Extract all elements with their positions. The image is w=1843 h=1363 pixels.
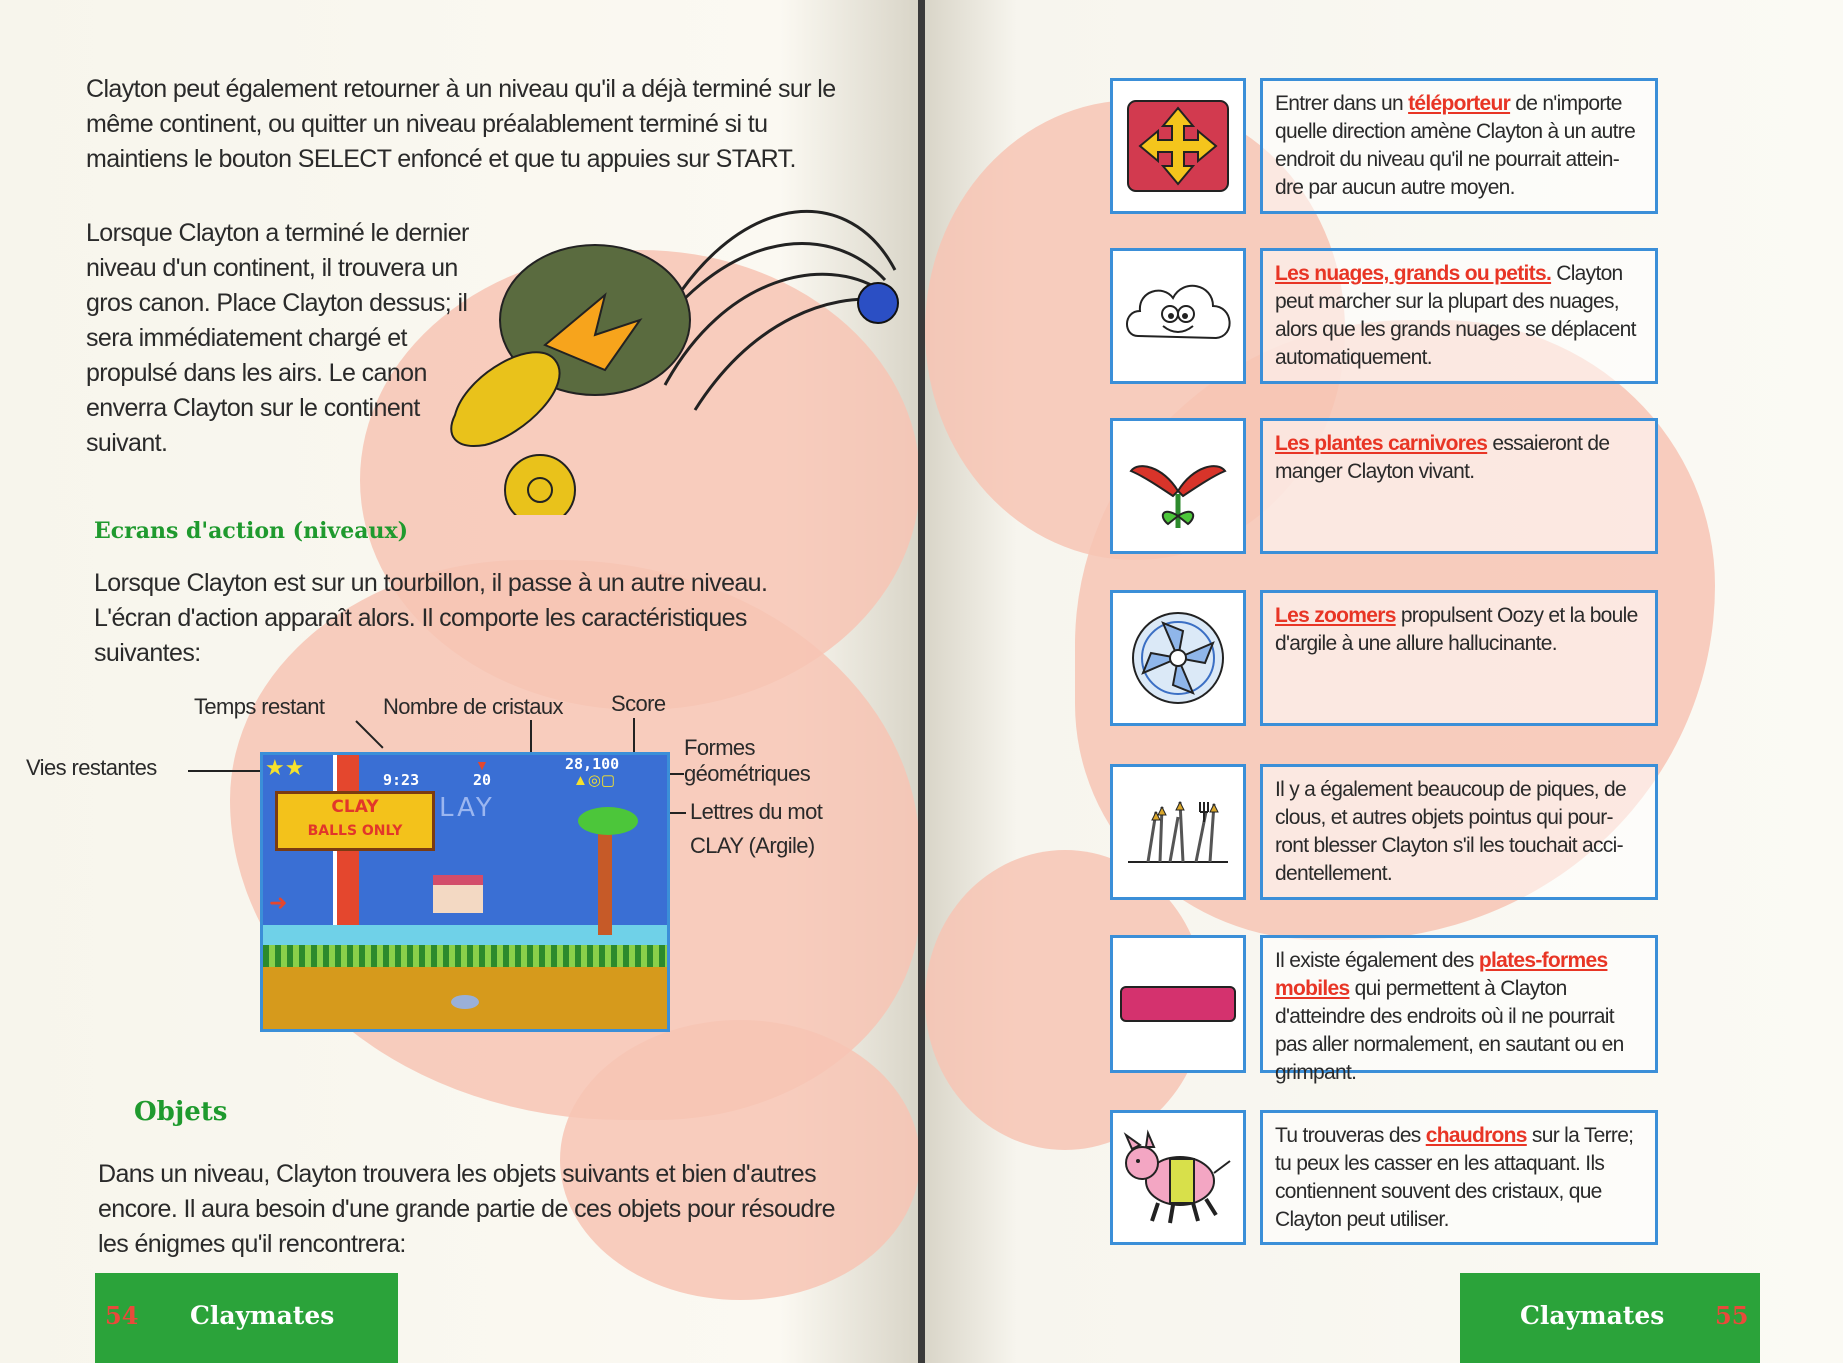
spikes-icon (1118, 782, 1238, 882)
game-screenshot (260, 752, 670, 1032)
screen-crystals: 20 (473, 771, 492, 789)
carnivorous-plant-icon (1123, 436, 1233, 536)
spikes-icon-box (1110, 764, 1246, 900)
leader-line (668, 773, 684, 775)
footer-right (1460, 1273, 1760, 1363)
spikes-description (1260, 764, 1658, 900)
screen-sign (275, 791, 435, 851)
left-page (0, 0, 918, 1363)
screen-shapes: ▲◎▢ (573, 772, 616, 789)
paragraph-cannon: Lorsque Clayton a terminé le dernier niveau d'un continent, il trouvera un gros canon. Place Clayton dessus; il sera immédiatement chargé et propulsé dans les airs. Le canon enverra Clayton sur le continent suivant. (86, 219, 469, 457)
teleporter-icon-box (1110, 78, 1246, 214)
plant-icon-box (1110, 418, 1246, 554)
item-keyword: chaudrons (1425, 1124, 1527, 1147)
item-text-post: de n'importe quelle direction amène Clayton à un autre endroit du niveau qu'il ne pourrait attein-dre par aucun autre moyen. (1275, 92, 1636, 199)
screen-time: 9:23 (383, 771, 420, 789)
platform-description (1260, 935, 1658, 1084)
footer-title: Claymates (1520, 1301, 1665, 1330)
item-text-pre: Il existe également des (1275, 949, 1479, 972)
teleporter-description (1260, 78, 1658, 214)
screen-sign-line2: BALLS ONLY (307, 823, 403, 839)
cauldron-icon-box (1110, 1110, 1246, 1245)
leader-line (668, 812, 686, 814)
footer-left (95, 1273, 398, 1363)
paragraph-action-screen: Lorsque Clayton est sur un tourbillon, il passe à un autre niveau. L'écran d'action apparaît alors. Il comporte les caractéristiques suivantes: (94, 569, 768, 667)
right-page (925, 0, 1843, 1363)
label-lives-remaining: Vies restantes (26, 755, 157, 780)
page-number: 55 (1715, 1301, 1749, 1330)
leader-line (530, 720, 532, 754)
item-text-post: qui permettent à Clayton d'atteindre des endroits où il ne pourrait pas aller normalement, en sautant ou en grimpant. (1275, 977, 1624, 1084)
cloud-description (1260, 248, 1658, 384)
item-text-post: essaieront de manger Clayton vivant. (1275, 432, 1610, 483)
item-row-teleporter (1110, 78, 1660, 214)
label-letters-line2: CLAY (Argile) (690, 833, 815, 858)
item-text-post: propulsent Oozy et la boule d'argile à une allure hallucinante. (1275, 604, 1638, 655)
cloud-icon-box (1110, 248, 1246, 384)
label-shapes-line1: Formes (684, 735, 755, 760)
zoomer-icon (1123, 603, 1233, 713)
label-score: Score (611, 691, 666, 716)
screen-house (433, 875, 483, 913)
cannon-illustration (425, 185, 915, 515)
item-text-pre: Il y a également beaucoup de piques, de clous, et autres objets pointus qui pour-ront blesser Clayton s'il les touchait acci-dentellement. (1275, 778, 1626, 885)
item-text-pre: Tu trouveras des (1275, 1124, 1426, 1147)
label-letters-line1: Lettres du mot (690, 799, 823, 824)
zoomer-icon-box (1110, 590, 1246, 726)
screen-arrow-sign: ➜ (269, 890, 288, 915)
heading-action-screens: Ecrans d'action (niveaux) (94, 518, 408, 544)
moving-platform-icon (1120, 986, 1236, 1022)
item-text-post: sur la Terre; tu peux les casser en les attaquant. Ils contiennent souvent des cristaux, que Clayton peut utiliser. (1275, 1124, 1634, 1231)
item-row-platform (1110, 935, 1660, 1084)
zoomer-description (1260, 590, 1658, 726)
item-keyword: plates-formes mobiles (1275, 949, 1608, 1000)
item-row-cloud (1110, 248, 1660, 384)
cauldron-description (1260, 1110, 1658, 1245)
item-text-post: Clayton peut marcher sur la plupart des nuages, alors que les grands nuages se déplacent automatiquement. (1275, 262, 1636, 369)
footer-title: Claymates (190, 1301, 335, 1330)
item-row-cauldron (1110, 1110, 1660, 1245)
paragraph-return-level: Clayton peut également retourner à un niveau qu'il a déjà terminé sur le même continent, ou quitter un niveau préalablement terminé si tu maintiens le bouton SELECT enfoncé et que tu appuies sur START. (86, 75, 836, 173)
platform-icon-box (1110, 935, 1246, 1073)
item-row-plant (1110, 418, 1660, 554)
paragraph-objects: Dans un niveau, Clayton trouvera les objets suivants et bien d'autres encore. Il aura besoin d'une grande partie de ces objets pour résoudre les énigmes qu'il rencontrera: (98, 1160, 835, 1258)
item-row-zoomer (1110, 590, 1660, 726)
item-keyword: Les plantes carnivores (1275, 432, 1488, 455)
item-text-pre: Entrer dans un (1275, 92, 1409, 115)
item-keyword: Les nuages, grands ou petits. (1275, 262, 1552, 285)
cloud-icon (1118, 266, 1238, 366)
screen-rock (451, 995, 479, 1009)
cauldron-pig-icon (1118, 1123, 1238, 1233)
item-keyword: Les zoomers (1275, 604, 1396, 627)
leader-line (633, 718, 635, 754)
screen-lives-stars: ★★ (265, 755, 305, 780)
screen-letters: LAY (439, 793, 495, 823)
label-shapes-line2: géométriques (684, 761, 811, 786)
screen-sign-line1: CLAY (331, 797, 379, 817)
label-time-remaining: Temps restant (194, 694, 325, 719)
heading-objects: Objets (134, 1097, 228, 1127)
teleporter-icon (1123, 96, 1233, 196)
label-crystal-count: Nombre de cristaux (383, 694, 563, 719)
screen-score: 28,100 (565, 755, 620, 773)
page-number: 54 (105, 1301, 139, 1330)
screen-crystal-icon: ▼ (475, 757, 489, 773)
plant-description (1260, 418, 1658, 554)
item-keyword: téléporteur (1408, 92, 1511, 115)
item-row-spikes (1110, 764, 1660, 900)
